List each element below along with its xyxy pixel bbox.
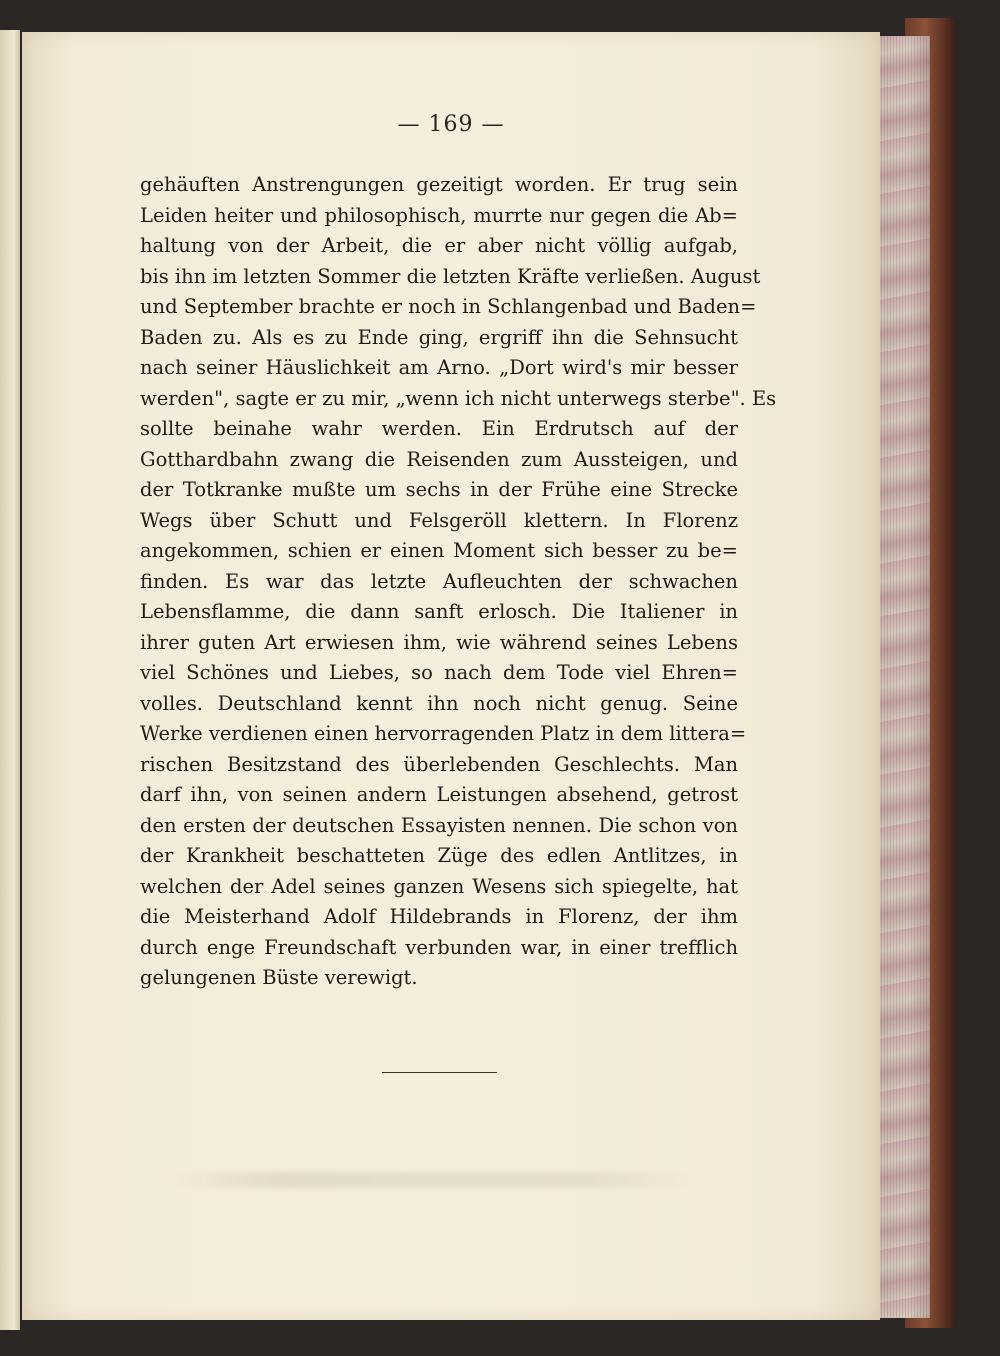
text-line: ihrer guten Art erwiesen ihm, wie während seines Lebens: [140, 630, 738, 654]
text-line: der Krankheit beschatteten Züge des edlen Antlitzes, in: [140, 844, 738, 867]
text-line: finden. Es war das letzte Aufleuchten der schwachen: [140, 569, 738, 593]
section-divider: [382, 1072, 497, 1073]
text-line: Gotthardbahn zwang die Reisenden zum Aussteigen, und: [140, 447, 738, 471]
text-line: Werke verdienen einen hervorragenden Platz in dem littera=: [140, 722, 747, 745]
text-line: durch enge Freundschaft verbunden war, in einer trefflich: [140, 935, 738, 959]
text-line: volles. Deutschland kennt ihn noch nicht genug. Seine: [140, 691, 738, 715]
text-line: sollte beinahe wahr werden. Ein Erdrutsch auf der: [140, 417, 738, 440]
text-line: der Totkranke mußte um sechs in der Frühe eine Strecke: [140, 478, 738, 501]
text-line: viel Schönes und Liebes, so nach dem Tode viel Ehren=: [140, 661, 738, 684]
text-line: welchen der Adel seines ganzen Wesens sich spiegelte, hat: [140, 874, 738, 898]
text-line: Wegs über Schutt und Felsgeröll klettern. In Florenz: [140, 508, 738, 532]
text-line: rischen Besitzstand des überlebenden Geschlechts. Man: [140, 752, 738, 776]
book-page: [22, 32, 880, 1320]
text-line: den ersten der deutschen Essayisten nennen. Die schon von: [140, 813, 738, 837]
text-line: Leiden heiter und philosophisch, murrte nur gegen die Ab=: [140, 203, 738, 227]
text-line: werden", sagte er zu mir, „wenn ich nicht unterwegs sterbe". Es: [140, 386, 777, 410]
text-line: haltung von der Arbeit, die er aber nicht völlig aufgab,: [140, 234, 738, 257]
text-line: darf ihn, von seinen andern Leistungen absehend, getrost: [140, 783, 738, 806]
body-text: [140, 170, 777, 994]
text-line: bis ihn im letzten Sommer die letzten Kräfte verließen. August: [140, 264, 761, 288]
page-number: — 169 —: [397, 112, 505, 137]
text-line: angekommen, schien er einen Moment sich besser zu be=: [140, 539, 738, 562]
facing-page-edge: [0, 30, 20, 1330]
text-line: nach seiner Häuslichkeit am Arno. „Dort wird's mir besser: [140, 356, 738, 379]
text-line: Lebensflamme, die dann sanft erlosch. Die Italiener in: [140, 600, 738, 623]
text-line: Baden zu. Als es zu Ende ging, ergriff ihn die Sehnsucht: [140, 325, 738, 349]
text-line: gehäuften Anstrengungen gezeitigt worden. Er trug sein: [140, 173, 738, 196]
text-line: gelungenen Büste verewigt.: [140, 966, 418, 989]
text-line: und September brachte er noch in Schlangenbad und Baden=: [140, 295, 757, 318]
page-fore-edge: [878, 36, 930, 1318]
show-through: [172, 1172, 692, 1188]
text-line: die Meisterhand Adolf Hildebrands in Florenz, der ihm: [140, 905, 738, 928]
